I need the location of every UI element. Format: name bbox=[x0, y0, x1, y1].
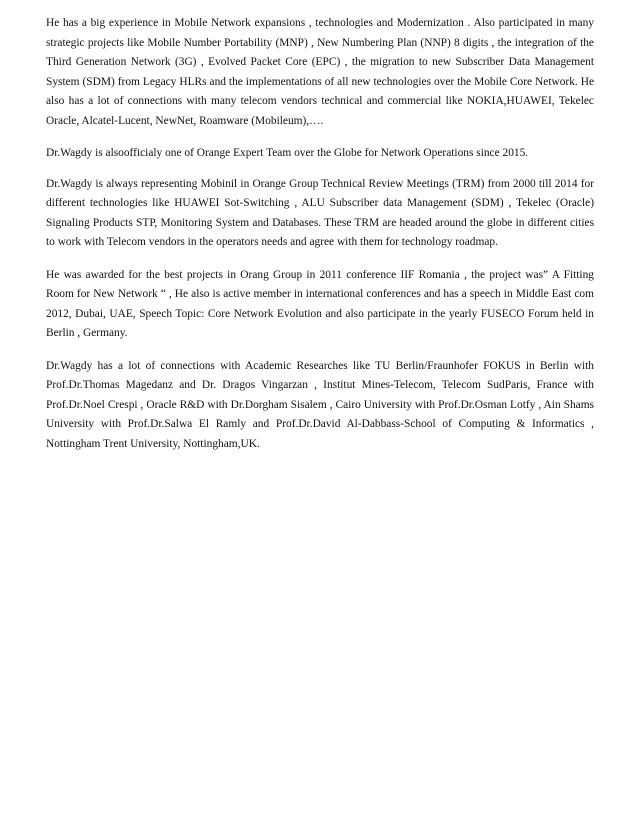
paragraph-academic-connections: Dr.Wagdy has a lot of connections with Academic Researches like TU Berlin/Fraunhofer FOKUS in Berlin with Prof.Dr.Thomas Magedanz and Dr. Dragos Vingarzan , Institut Mines-Telecom, Telecom SudParis, France with Prof.Dr.Noel Crespi , Oracle R&D with Dr.Dorgham Sisalem , Cairo University with Prof.Dr.Osman Lotfy , Ain Shams University with Prof.Dr.Salwa El Ramly and Prof.Dr.David Al-Dabbass-School of Computing & Informatics , Nottingham Trent University, Nottingham,UK. bbox=[46, 359, 594, 450]
paragraph-experience: He has a big experience in Mobile Network expansions , technologies and Modernization . Also participated in many strategic projects like Mobile Number Portability (MNP) , New Numbering Plan (NNP) 8 digits , the integration of the Third Generation Network (3G) , Evolved Packet Core (EPC) , the migration to new Subscriber Data Management System (SDM) from Legacy HLRs and the implementations of all new technologies over the Mobile Core Network. He also has a lot of connections with many telecom vendors technical and commercial like NOKIA,HUAWEI, Tekelec Oracle, Alcatel-Lucent, NewNet, Roamware (Mobileum),…. bbox=[46, 17, 594, 127]
paragraph-awards: He was awarded for the best projects in Orang Group in 2011 conference IIF Romania , the project was” A Fitting Room for New Network “ , He also is active member in international conferences and has a speech in Middle East com 2012, Dubai, UAE, Speech Topic: Core Network Evolution and also participate in the yearly FUSECO Forum held in Berlin , Germany. bbox=[46, 268, 594, 339]
paragraph-trm-meetings: Dr.Wagdy is always representing Mobinil in Orange Group Technical Review Meetings (TRM) from 2000 till 2014 for different technologies like HUAWEI Sot-Switching , ALU Subscriber data Management (SDM) , Tekelec (Oracle) Signaling Products STP, Monitoring System and Databases. These TRM are headed around the globe in different cities to work with Telecom vendors in the operators needs and agree with them for technology roadmap. bbox=[46, 177, 594, 248]
paragraph-orange-expert: Dr.Wagdy is alsoofficialy one of Orange Expert Team over the Globe for Network Operations since 2015. bbox=[46, 147, 529, 159]
document-body bbox=[46, 14, 594, 467]
